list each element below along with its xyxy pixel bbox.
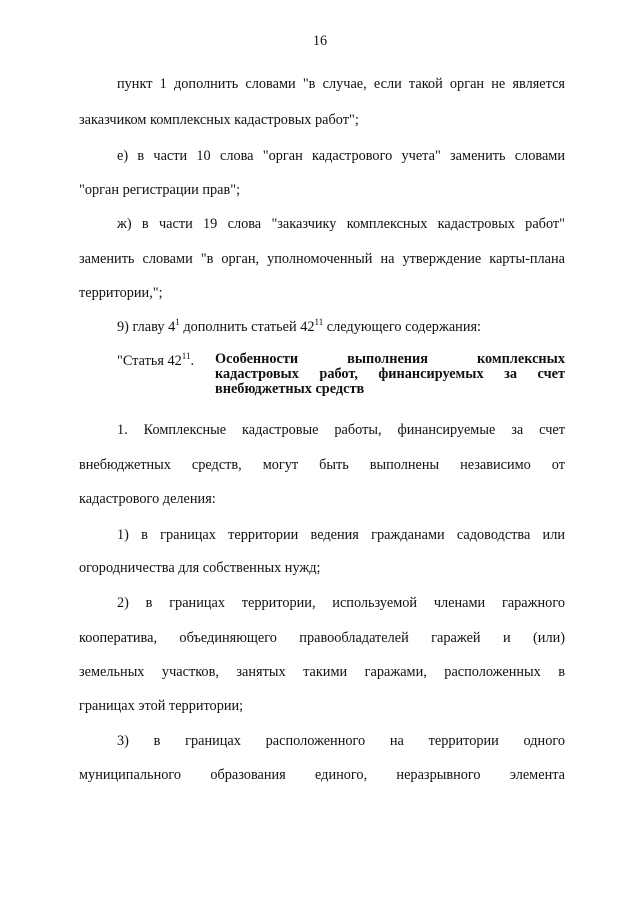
text-line: 2) в границах территории, используемой членами гаражного xyxy=(117,595,565,611)
article-label-sup: 11 xyxy=(181,351,191,361)
item-9-sup-2: 11 xyxy=(314,317,324,327)
text-line: внебюджетных средств, могут быть выполнены независимо от xyxy=(79,457,565,473)
item-9-text-c: следующего содержания: xyxy=(323,319,482,335)
text-line: огородничества для собственных нужд; xyxy=(79,560,321,576)
text-line: пункт 1 дополнить словами "в случае, если такой орган не является xyxy=(117,76,565,92)
article-label xyxy=(117,352,194,370)
text-line: кадастрового деления: xyxy=(79,491,216,507)
text-line: е) в части 10 слова "орган кадастрового учета" заменить словами xyxy=(117,148,565,164)
text-line: "орган регистрации прав"; xyxy=(79,182,241,198)
article-label-text: "Статья 42 xyxy=(117,353,182,369)
article-title-line: кадастровых работ, финансируемых за счет xyxy=(215,366,565,382)
article-title-line: внебюджетных средств xyxy=(215,381,365,397)
text-line: земельных участков, занятых такими гаражами, расположенных в xyxy=(79,664,565,680)
text-line: границах этой территории; xyxy=(79,698,244,714)
article-title-line: Особенности выполнения комплексных xyxy=(215,351,565,367)
page-number: 16 xyxy=(312,33,328,49)
text-line: 1. Комплексные кадастровые работы, финансируемые за счет xyxy=(117,422,565,438)
item-9-text-b: дополнить статьей 42 xyxy=(179,319,315,335)
text-line: территории,"; xyxy=(79,285,163,301)
article-label-end: . xyxy=(190,353,195,369)
text-line: 3) в границах расположенного на территории одного xyxy=(117,733,565,749)
text-line: муниципального образования единого, неразрывного элемента xyxy=(79,767,565,783)
item-9-text-a: 9) главу 4 xyxy=(117,319,176,335)
article-title xyxy=(215,352,565,397)
text-line: заказчиком комплексных кадастровых работ"; xyxy=(79,112,359,128)
text-line: кооператива, объединяющего правообладателей гаражей и (или) xyxy=(79,630,565,646)
text-line: 1) в границах территории ведения гражданами садоводства или xyxy=(117,527,565,543)
text-line: ж) в части 19 слова "заказчику комплексных кадастровых работ" xyxy=(117,216,565,232)
item-9-line xyxy=(117,318,565,336)
item-9-sup-1: 1 xyxy=(175,317,180,327)
text-line: заменить словами "в орган, уполномоченный на утверждение карты-плана xyxy=(79,251,565,267)
